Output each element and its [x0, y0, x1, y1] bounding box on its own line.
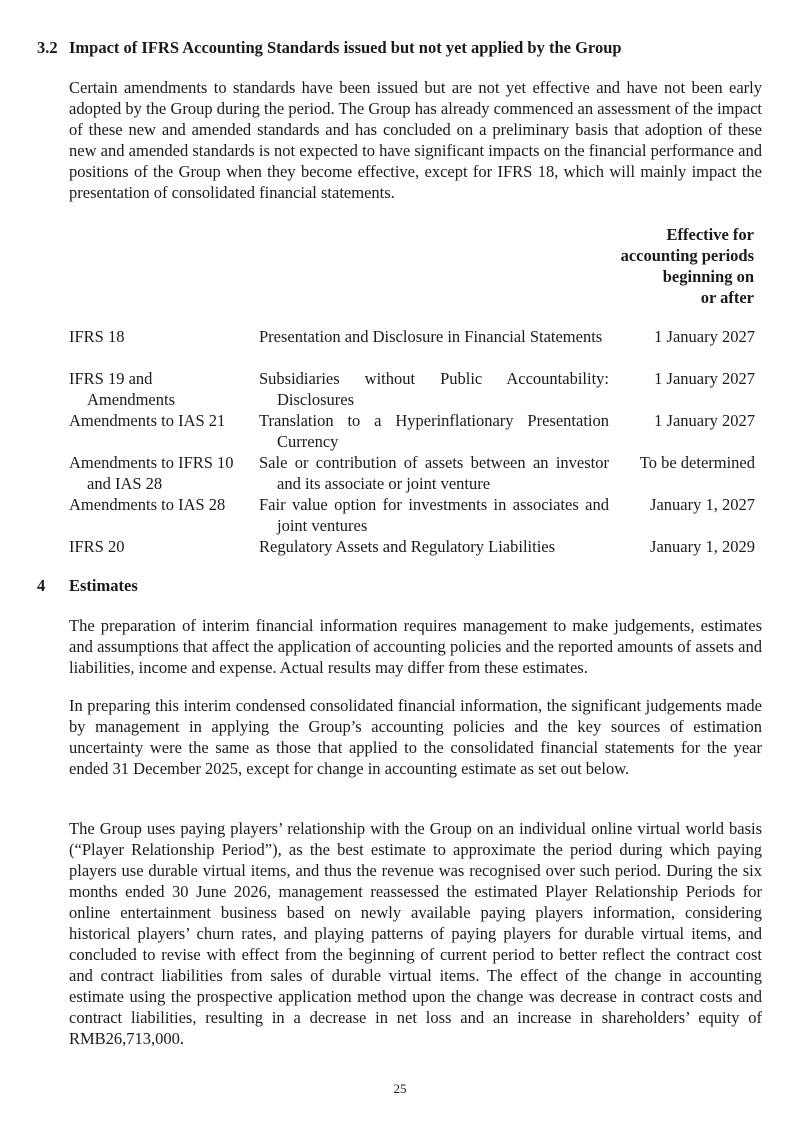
- table-row: [69, 494, 755, 536]
- standard-name: Amendments to IAS 21: [69, 411, 226, 430]
- standard-description: Presentation and Disclosure in Financial Statements: [259, 327, 603, 346]
- standard-name: IFRS 19 and Amendments: [69, 369, 175, 409]
- estimates-paragraph-1: The preparation of interim financial information requires management to make judgements, estimates and assumptions that affect the application of accounting policies and the reported amounts of assets and liabilities, income and expense. Actual results may differ from these estimates.: [69, 616, 762, 677]
- section-title: Impact of IFRS Accounting Standards issued but not yet applied by the Group: [69, 38, 622, 57]
- standard-description: Subsidiaries without Public Accountability: Disclosures: [259, 369, 609, 409]
- effective-date: 1 January 2027: [654, 369, 755, 388]
- section-title: Estimates: [69, 576, 138, 595]
- table-row: [69, 368, 755, 410]
- section-3-2-paragraph: Certain amendments to standards have been issued but are not yet effective and have not been early adopted by the Group during the period. The Group has already commenced an assessment of the impact of these new and amended standards and has concluded on a preliminary basis that adoption of these new and amended standards is not expected to have significant impacts on the financial performance and positions of the Group when they become effective, except for IFRS 18, which will mainly impact the presentation of consolidated financial statements.: [69, 78, 762, 202]
- standard-description: Sale or contribution of assets between an investor and its associate or joint venture: [259, 453, 609, 493]
- section-3-2-heading: [37, 37, 777, 59]
- standard-name: IFRS 18: [69, 327, 125, 346]
- table-row: [69, 452, 755, 494]
- table-row: [69, 410, 755, 452]
- standard-description: Fair value option for investments in associates and joint ventures: [259, 495, 609, 535]
- standard-description: Regulatory Assets and Regulatory Liabilities: [259, 537, 556, 556]
- effective-date: 1 January 2027: [654, 411, 755, 430]
- effective-date: 1 January 2027: [654, 327, 755, 346]
- section-4-heading: [37, 575, 138, 596]
- standard-name: Amendments to IAS 28: [69, 495, 226, 514]
- section-number: 4: [37, 576, 46, 595]
- page-number: 25: [393, 1081, 407, 1096]
- estimates-paragraph-2: In preparing this interim condensed consolidated financial information, the significant judgements made by management in applying the Group’s accounting policies and the key sources of estimation uncertainty were the same as those that applied to the consolidated financial statements for the year ended 31 December 2025, except for change in accounting estimate as set out below.: [69, 696, 762, 778]
- standard-name: Amendments to IFRS 10 and IAS 28: [69, 453, 234, 493]
- effective-date: January 1, 2029: [650, 537, 755, 556]
- table-row: [69, 326, 755, 368]
- column-header-line: accounting periods: [620, 246, 754, 265]
- standards-table: [69, 326, 755, 557]
- effective-date: To be determined: [639, 453, 755, 472]
- effective-date: January 1, 2027: [650, 495, 755, 514]
- column-header-line: beginning on: [662, 267, 754, 286]
- estimates-paragraph-3: The Group uses paying players’ relationship with the Group on an individual online virtual world basis (“Player Relationship Period”), as the best estimate to approximate the period during which paying players use durable virtual items, and thus the revenue was recognised over such period. During the six months ended 30 June 2026, management reassessed the estimated Player Relationship Periods for online entertainment business based on newly available paying players information, considering historical players’ churn rates, and playing patterns of paying players for durable virtual items, and concluded to revise with effect from the beginning of current period to better reflect the contract cost and contract liabilities from sales of durable virtual items. The effect of the change in accounting estimate using the prospective application method upon the change was decrease in contract costs and contract liabilities, resulting in a decrease in net loss and an increase in shareholders’ equity of RMB26,713,000.: [69, 819, 762, 1048]
- standard-description: Translation to a Hyperinflationary Presentation Currency: [259, 411, 609, 451]
- table-row: [69, 536, 755, 557]
- effective-date-column-header: [560, 224, 754, 308]
- column-header-line: Effective for: [666, 225, 754, 244]
- column-header-line: or after: [700, 288, 754, 307]
- standard-name: IFRS 20: [69, 537, 125, 556]
- section-number: 3.2: [37, 38, 58, 57]
